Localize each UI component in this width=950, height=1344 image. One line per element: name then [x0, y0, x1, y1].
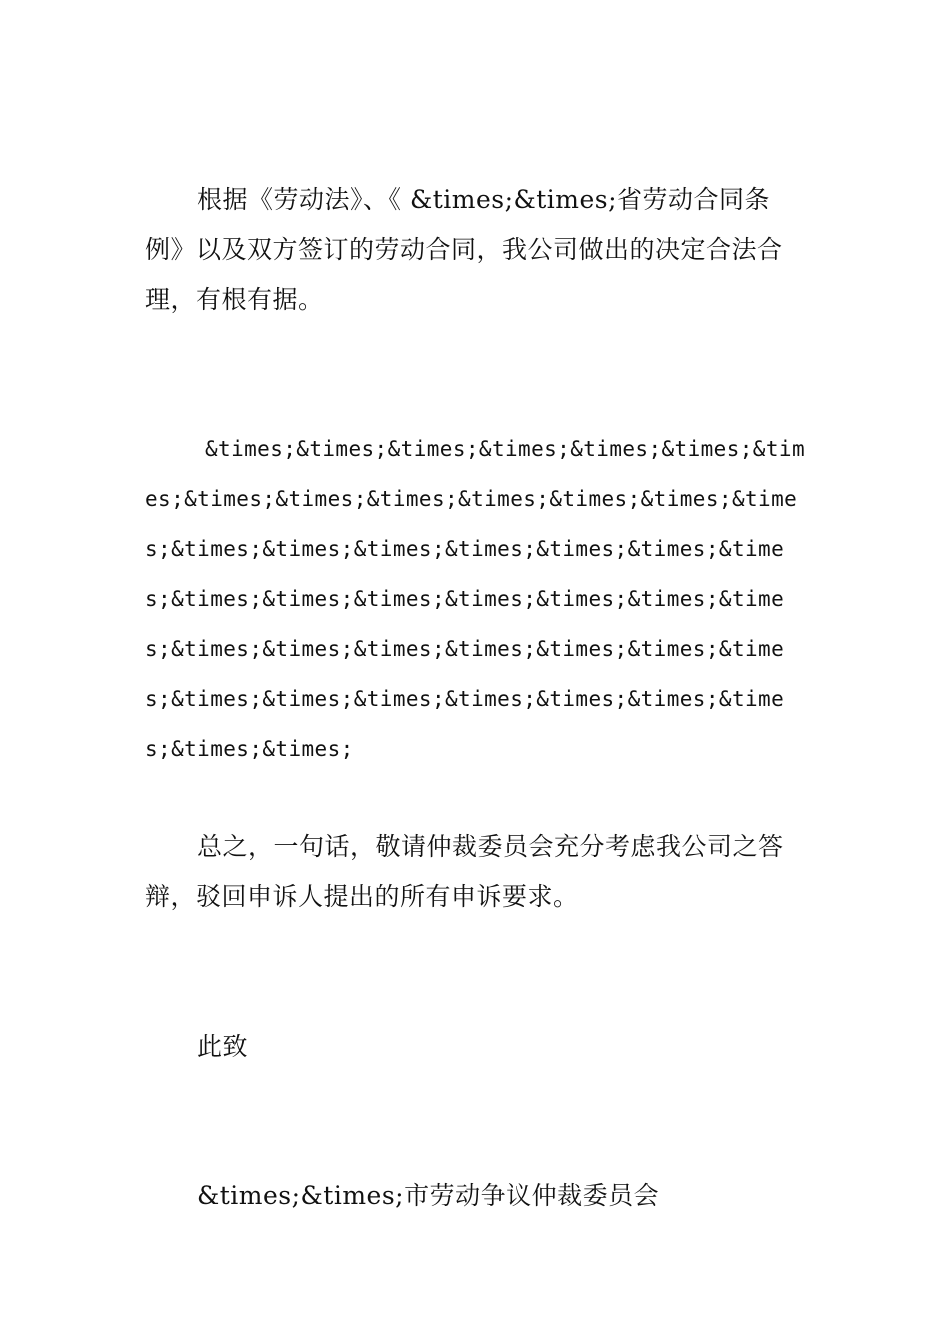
conclusion-paragraph: 总之，一句话，敬请仲裁委员会充分考虑我公司之答辩，驳回申诉人提出的所有申诉要求。 [145, 832, 784, 911]
recipient-line: &times;&times;市劳动争议仲裁委员会 [197, 1181, 660, 1210]
redacted-paragraph: &times;&times;&times;&times;&times;&times;&times;&times;&times;&times;&times;&times;&times;&times;&times;&times;&times;&times;&times;&times;&times;&times;&times;&times;&times;&times;&times;&times;&times;&times;&times;&times;&times;&times;&times;&times;&times;&times;&times;&times;&times;&times;&times;&times; [145, 437, 805, 761]
salutation-line: 此致 [197, 1032, 249, 1061]
legal-basis-paragraph: 根据《劳动法》、《 &times;&times;省劳动合同条例》以及双方签订的劳动合同，我公司做出的决定合法合理，有根有据。 [145, 185, 783, 314]
